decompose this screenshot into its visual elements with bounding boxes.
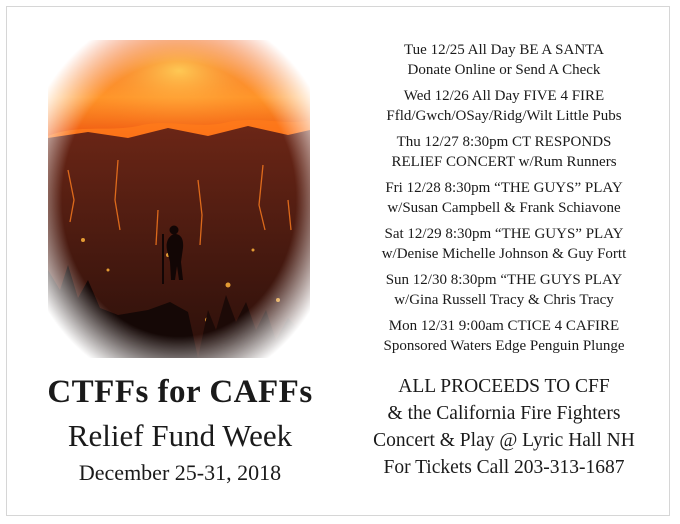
schedule-item-detail: w/Susan Campbell & Frank Schiavone: [387, 200, 621, 216]
schedule-item-detail: RELIEF CONCERT w/Rum Runners: [391, 154, 617, 170]
schedule-item: [346, 86, 662, 126]
wildfire-photo: [48, 40, 310, 358]
schedule-item-detail: Donate Online or Send A Check: [407, 62, 601, 78]
schedule-item-title: Fri 12/28 8:30pm “THE GUYS” PLAY: [385, 180, 623, 196]
schedule-item: [346, 224, 662, 264]
schedule-item-detail: Ffld/Gwch/OSay/Ridg/Wilt Little Pubs: [386, 108, 622, 124]
schedule-item: [346, 132, 662, 172]
schedule-item-title: Sat 12/29 8:30pm “THE GUYS” PLAY: [384, 226, 624, 242]
event-dates: December 25-31, 2018: [78, 460, 282, 485]
schedule-item-title: Tue 12/25 All Day BE A SANTA: [404, 42, 604, 58]
venue-line: Concert & Play @ Lyric Hall NH: [373, 430, 635, 451]
event-schedule: [346, 40, 662, 362]
schedule-item-detail: w/Denise Michelle Johnson & Guy Fortt: [381, 246, 627, 262]
schedule-item-detail: Sponsored Waters Edge Penguin Plunge: [383, 338, 625, 354]
headline: CTFFs for CAFFs: [47, 374, 313, 410]
proceeds-info: [346, 373, 662, 481]
ticket-phone-line: For Tickets Call 203-313-1687: [383, 457, 625, 478]
schedule-item: [346, 178, 662, 218]
schedule-item: [346, 40, 662, 80]
schedule-item-title: Wed 12/26 All Day FIVE 4 FIRE: [403, 88, 605, 104]
schedule-item-title: Mon 12/31 9:00am CTICE 4 CAFIRE: [388, 318, 620, 334]
schedule-item-title: Thu 12/27 8:30pm CT RESPONDS: [396, 134, 612, 150]
schedule-item-detail: w/Gina Russell Tracy & Chris Tracy: [394, 292, 614, 308]
schedule-item-title: Sun 12/30 8:30pm “THE GUYS PLAY: [385, 272, 623, 288]
proceeds-line: ALL PROCEEDS TO CFF: [398, 376, 610, 397]
beneficiary-line: & the California Fire Fighters: [387, 403, 621, 424]
subheadline: Relief Fund Week: [67, 418, 293, 453]
schedule-item: [346, 270, 662, 310]
schedule-item: [346, 316, 662, 356]
wildfire-firefighter-icon: [48, 40, 310, 358]
